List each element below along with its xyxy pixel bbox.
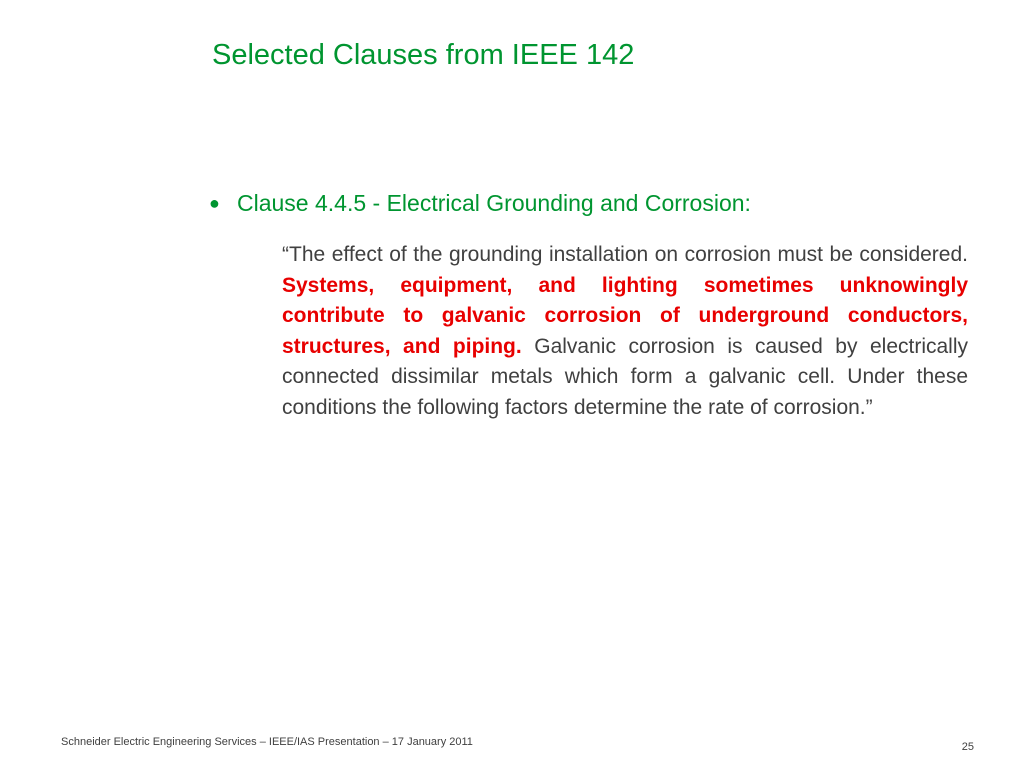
slide-title: Selected Clauses from IEEE 142 [212, 39, 635, 71]
clause-quote [282, 240, 968, 423]
page-number: 25 [961, 741, 974, 753]
quote-emphasis: Systems, equipment, and lighting sometimes unknowingly contribute to galvanic corrosion of underground conductors, structures, and piping. [282, 273, 968, 358]
quote-conclusion: Galvanic corrosion is caused by electrically connected dissimilar metals which form a galvanic cell. Under these conditions the following factors determine the rate of corrosion.” [282, 334, 969, 419]
clause-bullet [209, 190, 751, 218]
footer-text: Schneider Electric Engineering Services – IEEE/IAS Presentation – 17 January 2011 [61, 736, 473, 748]
quote-intro: “The effect of the grounding installation on corrosion must be considered. [282, 243, 968, 266]
bullet-icon: ● [209, 193, 220, 213]
clause-heading: Clause 4.4.5 - Electrical Grounding and Corrosion: [237, 190, 751, 216]
